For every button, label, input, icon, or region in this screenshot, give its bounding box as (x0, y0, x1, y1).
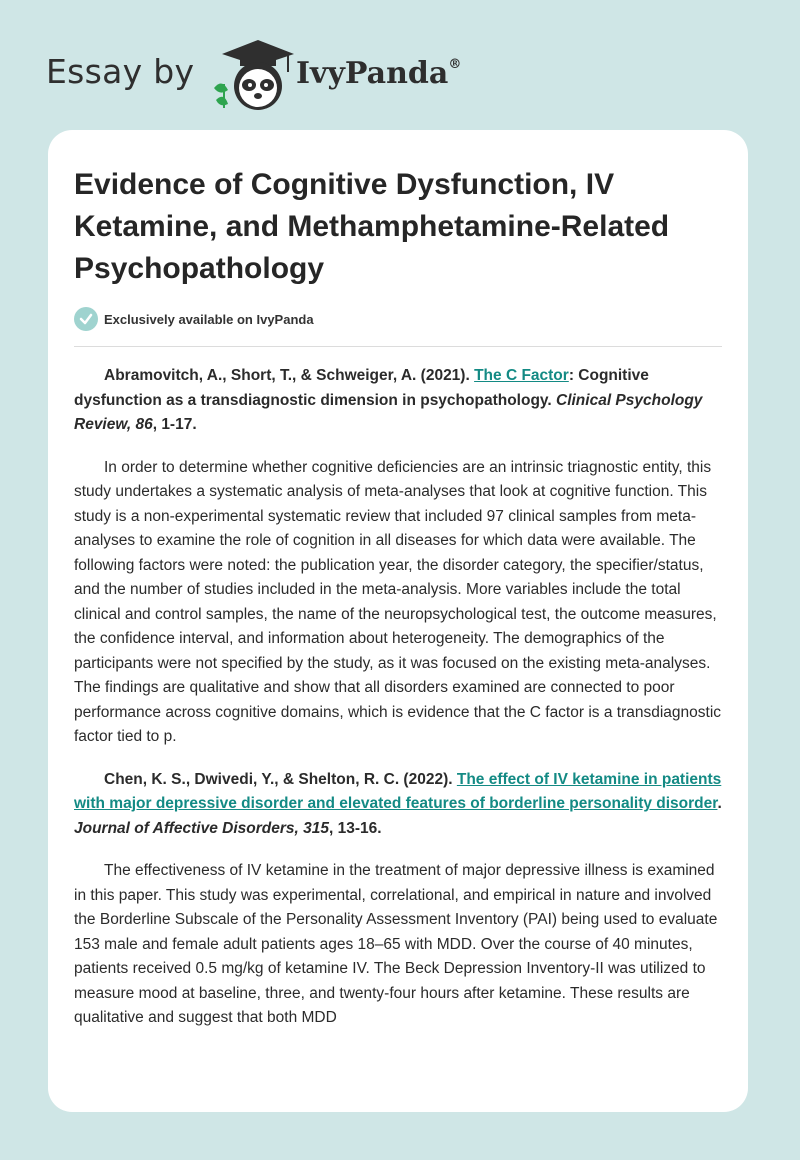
brand-name[interactable]: IvyPanda® (296, 56, 462, 91)
exclusive-badge (74, 305, 314, 333)
summary-paragraph-1: In order to determine whether cognitive deficiencies are an intrinsic triagnostic entity, this study undertakes a systematic analysis of meta-analyses that look at cognitive function. This study is a non-experimental systematic review that included 97 clinical samples from meta-analyses to examine the role of cognition in all diseases for which data were available. The following factors were noted: the publication year, the disorder category, the specifier/status, and the number of studies included in the meta-analysis. More variables include the total clinical and control samples, the name of the neuropsychological test, the outcome measures, the confidence interval, and information about heterogeneity. The demographics of the participants were not specified by the study, as it was focused on the existing meta-analyses. The findings are qualitative and show that all disorders examined are connected to poor performance across cognitive domains, which is evidence that the C factor is a transdiagnostic factor tied to p. (74, 458, 722, 745)
checkmark-icon (74, 307, 98, 331)
panda-logo-icon[interactable] (204, 36, 304, 116)
divider (74, 346, 722, 347)
article-card (48, 130, 748, 1112)
essay-by-label: Essay by (46, 52, 195, 91)
summary-paragraph-2: The effectiveness of IV ketamine in the treatment of major depressive illness is examined in this paper. This study was experimental, correlational, and empirical in nature and involved the Borderline Subscale of the Personality Assessment Inventory (PAI) being used to evaluate 153 male and female adult patients ages 18–65 with MDD. Over the course of 40 minutes, patients received 0.5 mg/kg of ketamine IV. The Beck Depression Inventory-II was utilized to measure mood at baseline, three, and twenty-four hours after ketamine. These results are qualitative and suggest that both MDD (74, 862, 718, 1026)
badge-label: Exclusively available on IvyPanda (104, 311, 314, 327)
reference-1-link[interactable]: The C Factor (474, 367, 569, 384)
article-body (74, 364, 724, 1049)
reference-2: Chen, K. S., Dwivedi, Y., & Shelton, R. C. (2022). The effect of IV ketamine in patients with major depressive disorder and elevated features of borderline personality disorder. Journal of Affective Disorders, 315, 13-16. (74, 770, 722, 837)
reference-2-link[interactable]: The effect of IV ketamine in patients with major depressive disorder and elevated features of borderline personality disorder (74, 770, 722, 812)
reference-1: Abramovitch, A., Short, T., & Schweiger, A. (2021). The C Factor: Cognitive dysfunction as a transdiagnostic dimension in psychopathology. Clinical Psychology Review, 86, 1-17. (74, 367, 703, 433)
site-header (46, 36, 546, 116)
article-title: Evidence of Cognitive Dysfunction, IV Ketamine, and Methamphetamine-Related Psychopathology (74, 168, 670, 285)
